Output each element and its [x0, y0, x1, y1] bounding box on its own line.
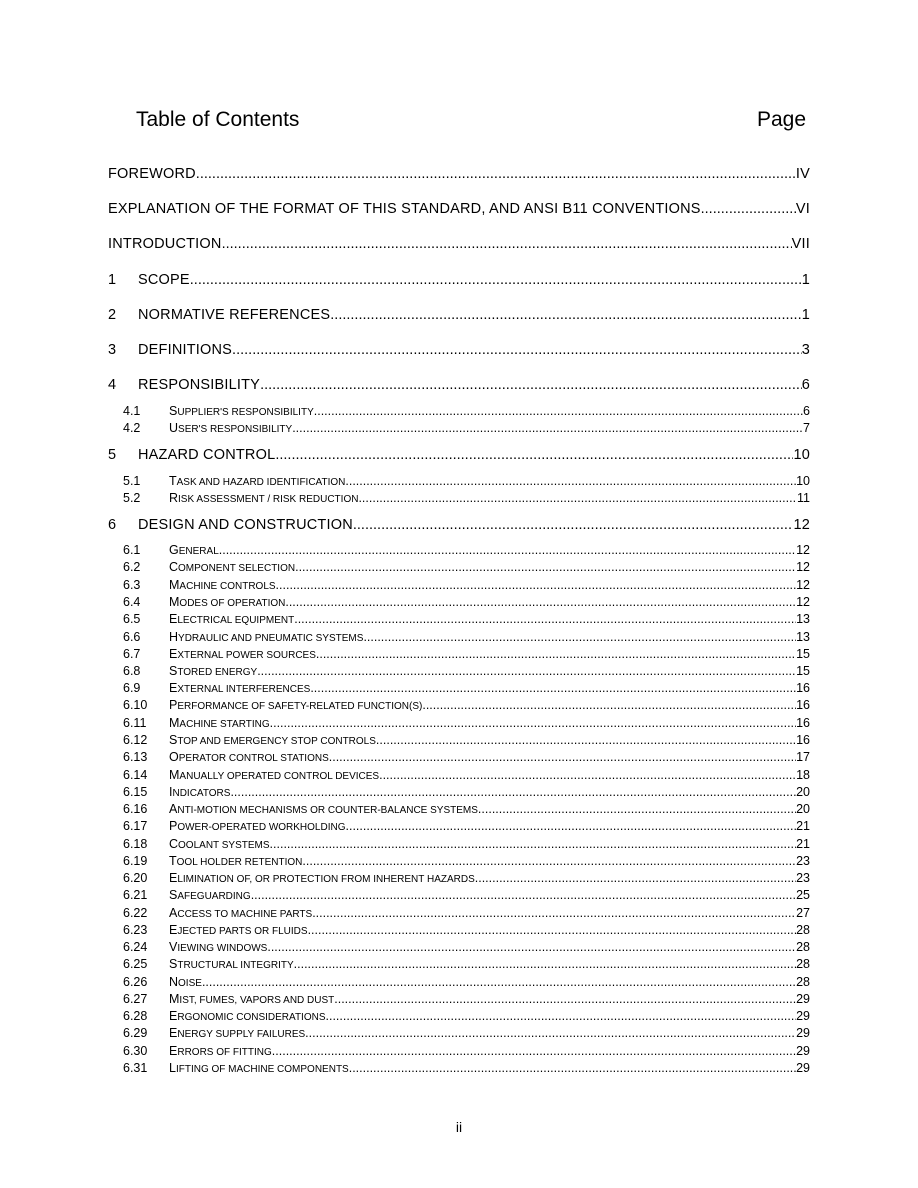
section-title	[169, 785, 230, 799]
toc-subentry[interactable]	[108, 404, 810, 418]
section-number: 6.16	[123, 802, 148, 816]
page-column-label: Page	[756, 108, 806, 131]
dot-leader	[329, 750, 796, 764]
page-ref: VII	[791, 236, 810, 252]
section-number: 2	[108, 307, 117, 323]
dot-leader	[267, 940, 796, 954]
toc-subentry[interactable]	[108, 1061, 810, 1075]
section-title-initial: U	[169, 421, 179, 435]
section-title-rest: IEWING WINDOWS	[177, 943, 268, 954]
toc-subentry[interactable]	[108, 802, 810, 816]
section-title-initial: T	[169, 474, 177, 488]
page-ref: 29	[796, 992, 810, 1006]
page-ref: 11	[797, 491, 810, 505]
section-number: 6.5	[123, 612, 141, 626]
section-title-initial: M	[169, 768, 180, 782]
section-number: 6.6	[123, 630, 141, 644]
toc-subentry[interactable]	[108, 871, 810, 885]
section-title	[169, 647, 316, 661]
page-ref: 15	[796, 664, 810, 678]
toc-subentry[interactable]	[108, 612, 810, 626]
section-title	[169, 1044, 272, 1058]
page-ref: 17	[796, 750, 810, 764]
dot-leader	[272, 1044, 796, 1058]
page-ref: 7	[803, 421, 810, 435]
section-title	[169, 698, 422, 712]
section-number: 6.19	[123, 854, 148, 868]
toc-subentry[interactable]	[108, 716, 810, 730]
page-ref: 1	[801, 307, 810, 323]
section-number: 3	[108, 342, 117, 358]
page-ref: 10	[796, 474, 810, 488]
section-title	[169, 1026, 305, 1040]
section-title: SCOPE	[138, 272, 190, 288]
section-title-rest: NTI-MOTION MECHANISMS OR COUNTER-BALANCE SYSTEMS	[177, 805, 478, 816]
dot-leader	[475, 871, 796, 885]
page-ref: 29	[796, 1061, 810, 1075]
dot-leader	[260, 377, 802, 393]
section-title-initial: M	[169, 992, 180, 1006]
dot-leader	[196, 166, 796, 182]
section-title-rest: UPPLIER'S RESPONSIBILITY	[177, 407, 314, 418]
dot-leader	[478, 802, 796, 816]
dot-leader	[230, 785, 796, 799]
section-title-rest: OOL HOLDER RETENTION	[176, 857, 303, 868]
section-title	[169, 837, 270, 851]
toc-entry[interactable]	[108, 447, 810, 463]
dot-leader	[285, 595, 796, 609]
section-number: 6.18	[123, 837, 148, 851]
section-title-initial: P	[169, 819, 178, 833]
section-number: 4	[108, 377, 117, 393]
section-title-rest: OISE	[178, 978, 202, 989]
page-ref: 29	[796, 1009, 810, 1023]
section-number: 6.11	[123, 716, 147, 730]
dot-leader	[379, 768, 796, 782]
page-ref: 16	[796, 681, 810, 695]
section-title-rest: JECTED PARTS OR FLUIDS	[177, 926, 308, 937]
section-title-rest: RRORS OF FITTING	[177, 1047, 272, 1058]
page-ref: VI	[795, 201, 810, 217]
page-ref: 25	[796, 888, 810, 902]
dot-leader	[275, 447, 793, 463]
section-number: 6.30	[123, 1044, 148, 1058]
page-ref: 23	[796, 854, 810, 868]
section-title-initial: T	[169, 854, 177, 868]
toc-entry[interactable]	[108, 342, 810, 358]
section-number: 6.23	[123, 923, 148, 937]
section-title-rest: ERFORMANCE OF SAFETY-RELATED FUNCTION(S)	[177, 701, 423, 712]
section-number: 6.25	[123, 957, 148, 971]
section-title-initial: M	[169, 578, 180, 592]
toc-subentry[interactable]	[108, 837, 810, 851]
section-title	[169, 681, 310, 695]
dot-leader	[330, 307, 801, 323]
section-title-initial: M	[169, 595, 180, 609]
section-title	[169, 1009, 326, 1023]
section-title-rest: SER'S RESPONSIBILITY	[178, 424, 293, 435]
dot-leader	[202, 975, 796, 989]
page-ref: 21	[796, 819, 810, 833]
section-number: 4.1	[123, 404, 141, 418]
section-title-rest: PERATOR CONTROL STATIONS	[178, 753, 329, 764]
section-title	[169, 595, 285, 609]
section-title-initial: S	[169, 888, 178, 902]
section-title-initial: E	[169, 1026, 178, 1040]
dot-leader	[292, 421, 803, 435]
section-number: 6.4	[123, 595, 141, 609]
dot-leader	[232, 342, 802, 358]
dot-leader	[312, 906, 796, 920]
dot-leader	[376, 733, 796, 747]
page-ref: 12	[796, 595, 810, 609]
section-title: DEFINITIONS	[138, 342, 233, 358]
page-ref: 23	[796, 871, 810, 885]
section-title-rest: YDRAULIC AND PNEUMATIC SYSTEMS	[178, 633, 364, 644]
section-title-initial: O	[169, 750, 179, 764]
section-title	[169, 1061, 349, 1075]
section-title-initial: C	[169, 837, 179, 851]
section-number: 6.22	[123, 906, 148, 920]
toc-subentry[interactable]	[108, 733, 810, 747]
section-title	[169, 940, 267, 954]
section-title-rest: IFTING OF MACHINE COMPONENTS	[175, 1064, 349, 1075]
section-title-rest: ANUALLY OPERATED CONTROL DEVICES	[179, 771, 380, 782]
toc-header	[136, 108, 806, 134]
section-title-rest: OWER-OPERATED WORKHOLDING	[177, 822, 346, 833]
section-title	[169, 975, 202, 989]
section-title-rest: LIMINATION OF, OR PROTECTION FROM INHERENT HAZARDS	[177, 874, 475, 885]
toc-subentry[interactable]	[108, 491, 810, 505]
page-ref: 12	[793, 517, 810, 533]
section-title	[169, 802, 478, 816]
dot-leader	[305, 1026, 796, 1040]
section-number: 6.3	[123, 578, 141, 592]
section-title-rest: TRUCTURAL INTEGRITY	[177, 960, 294, 971]
dot-leader	[294, 957, 796, 971]
section-number: 6.13	[123, 750, 148, 764]
section-title	[169, 871, 475, 885]
section-title-rest: XTERNAL POWER SOURCES	[177, 650, 316, 661]
page-ref: 13	[796, 612, 810, 626]
page-ref: 12	[796, 543, 810, 557]
toc-subentry[interactable]	[108, 888, 810, 902]
page-ref: 28	[796, 923, 810, 937]
dot-leader	[302, 854, 796, 868]
section-title	[169, 664, 257, 678]
section-title-initial: S	[169, 733, 178, 747]
page-ref: 28	[796, 957, 810, 971]
toc-subentry[interactable]	[108, 578, 810, 592]
section-title-rest: RGONOMIC CONSIDERATIONS	[177, 1012, 326, 1023]
page-ref: 12	[796, 560, 810, 574]
section-title-rest: XTERNAL INTERFERENCES	[177, 684, 311, 695]
section-title-rest: NDICATORS	[172, 788, 231, 799]
section-title	[169, 906, 312, 920]
section-title-rest: AFEGUARDING	[177, 891, 251, 902]
toc-entry[interactable]	[108, 377, 810, 393]
dot-leader	[270, 837, 797, 851]
toc-subentry[interactable]	[108, 630, 810, 644]
section-title-rest: IST, FUMES, VAPORS AND DUST	[179, 995, 335, 1006]
toc-subentry[interactable]	[108, 647, 810, 661]
section-title-rest: TORED ENERGY	[177, 667, 258, 678]
toc-subentry[interactable]	[108, 750, 810, 764]
section-title-initial: E	[169, 1044, 178, 1058]
toc-entry[interactable]	[108, 272, 810, 288]
dot-leader	[251, 888, 796, 902]
section-title	[169, 733, 376, 747]
page-ref: 27	[796, 906, 810, 920]
page-ref: 1	[801, 272, 810, 288]
toc-subentry[interactable]	[108, 1009, 810, 1023]
section-title	[169, 923, 308, 937]
section-title-initial: E	[169, 612, 178, 626]
section-title	[169, 491, 358, 505]
toc-subentry[interactable]	[108, 957, 810, 971]
page-ref: 16	[796, 733, 810, 747]
toc-subentry[interactable]	[108, 992, 810, 1006]
page-ref: 29	[796, 1044, 810, 1058]
toc-subentry[interactable]	[108, 543, 810, 557]
dot-leader	[349, 1061, 796, 1075]
toc-subentry[interactable]	[108, 975, 810, 989]
section-title	[169, 716, 270, 730]
section-number: 5	[108, 447, 117, 463]
section-title-initial: E	[169, 647, 178, 661]
page-ref: 3	[801, 342, 810, 358]
section-title-initial: H	[169, 630, 179, 644]
dot-leader	[346, 819, 797, 833]
dot-leader	[422, 698, 796, 712]
toc-subentry[interactable]	[108, 940, 810, 954]
page-ref: 28	[796, 975, 810, 989]
page-ref: 12	[796, 578, 810, 592]
section-title-initial: E	[169, 871, 178, 885]
dot-leader	[276, 578, 797, 592]
section-title-initial: S	[169, 664, 178, 678]
section-title: INTRODUCTION	[108, 236, 222, 252]
toc-entry[interactable]	[108, 201, 810, 217]
section-title: FOREWORD	[108, 166, 196, 182]
section-number: 5.2	[123, 491, 141, 505]
dot-leader	[701, 201, 796, 217]
section-title	[169, 957, 294, 971]
section-title	[169, 854, 302, 868]
section-number: 6.2	[123, 560, 141, 574]
page-ref: 28	[796, 940, 810, 954]
page-ref: 18	[796, 768, 810, 782]
dot-leader	[310, 681, 796, 695]
dot-leader	[363, 630, 796, 644]
page-ref: 16	[796, 716, 810, 730]
toc-entry[interactable]	[108, 236, 810, 252]
section-title-initial: E	[169, 923, 178, 937]
toc-subentry[interactable]	[108, 595, 810, 609]
page-ref: 20	[796, 785, 810, 799]
toc-subentry[interactable]	[108, 819, 810, 833]
page-ref: 6	[803, 404, 810, 418]
section-title-rest: ACHINE CONTROLS	[179, 581, 276, 592]
section-title-rest: ODES OF OPERATION	[179, 598, 286, 609]
section-title-rest: OMPONENT SELECTION	[178, 563, 296, 574]
section-title	[169, 612, 294, 626]
section-number: 6.12	[123, 733, 148, 747]
section-title-initial: S	[169, 404, 178, 418]
section-number: 6.15	[123, 785, 148, 799]
section-title	[169, 474, 345, 488]
toc-subentry[interactable]	[108, 1044, 810, 1058]
section-number: 6	[108, 517, 117, 533]
toc-subentry[interactable]	[108, 768, 810, 782]
toc-entry[interactable]	[108, 166, 810, 182]
section-number: 6.14	[123, 768, 148, 782]
section-title: NORMATIVE REFERENCES	[138, 307, 331, 323]
section-title-rest: ACHINE STARTING	[179, 719, 270, 730]
section-number: 6.8	[123, 664, 141, 678]
page-ref: 15	[796, 647, 810, 661]
section-title-initial: V	[169, 940, 178, 954]
page-number: ii	[455, 1119, 463, 1135]
section-title-initial: E	[169, 1009, 178, 1023]
section-number: 6.24	[123, 940, 148, 954]
section-title	[169, 819, 346, 833]
dot-leader	[270, 716, 796, 730]
dot-leader	[334, 992, 796, 1006]
toc-subentry[interactable]	[108, 474, 810, 488]
section-title-initial: C	[169, 560, 179, 574]
section-number: 6.26	[123, 975, 148, 989]
section-title	[169, 560, 295, 574]
section-title-rest: TOP AND EMERGENCY STOP CONTROLS	[177, 736, 376, 747]
section-title	[169, 421, 292, 435]
dot-leader	[294, 612, 796, 626]
section-title-rest: OOLANT SYSTEMS	[178, 840, 270, 851]
page-title: Table of Contents	[136, 108, 300, 131]
dot-leader	[326, 1009, 797, 1023]
dot-leader	[219, 543, 796, 557]
section-title	[169, 750, 329, 764]
section-title: RESPONSIBILITY	[138, 377, 261, 393]
section-number: 6.31	[123, 1061, 148, 1075]
section-number: 6.7	[123, 647, 141, 661]
toc-entry[interactable]	[108, 307, 810, 323]
toc-subentry[interactable]	[108, 785, 810, 799]
page-ref: IV	[795, 166, 810, 182]
section-title-rest: NERGY SUPPLY FAILURES	[177, 1029, 306, 1040]
section-title-initial: M	[169, 716, 180, 730]
dot-leader	[353, 517, 794, 533]
section-title: HAZARD CONTROL	[138, 447, 276, 463]
page-ref: 13	[796, 630, 810, 644]
section-title-initial: A	[169, 802, 178, 816]
dot-leader	[316, 647, 796, 661]
section-title: EXPLANATION OF THE FORMAT OF THIS STANDARD, AND ANSI B11 CONVENTIONS	[108, 201, 701, 217]
section-title-initial: R	[169, 491, 179, 505]
toc-subentry[interactable]	[108, 923, 810, 937]
section-title	[169, 992, 334, 1006]
page-ref: 6	[801, 377, 810, 393]
section-title	[169, 543, 219, 557]
section-title-initial: S	[169, 957, 178, 971]
section-number: 5.1	[123, 474, 141, 488]
section-title-initial: P	[169, 698, 178, 712]
section-number: 6.28	[123, 1009, 148, 1023]
section-title: DESIGN AND CONSTRUCTION	[138, 517, 353, 533]
section-title-rest: ISK ASSESSMENT / RISK REDUCTION	[178, 494, 359, 505]
dot-leader	[190, 272, 802, 288]
toc-subentry[interactable]	[108, 560, 810, 574]
section-title-rest: CCESS TO MACHINE PARTS	[177, 909, 313, 920]
section-title-initial: E	[169, 681, 178, 695]
section-number: 6.17	[123, 819, 148, 833]
section-number: 4.2	[123, 421, 141, 435]
section-number: 6.27	[123, 992, 148, 1006]
section-title-initial: I	[169, 785, 173, 799]
section-title-initial: L	[169, 1061, 176, 1075]
section-title-initial: N	[169, 975, 179, 989]
toc-subentry[interactable]	[108, 664, 810, 678]
toc-subentry[interactable]	[108, 854, 810, 868]
section-title	[169, 578, 276, 592]
dot-leader	[345, 474, 796, 488]
page-ref: 10	[793, 447, 810, 463]
toc-subentry[interactable]	[108, 681, 810, 695]
section-number: 6.10	[123, 698, 148, 712]
section-title	[169, 630, 363, 644]
section-title-rest: ASK AND HAZARD IDENTIFICATION	[176, 477, 346, 488]
toc-subentry[interactable]	[108, 698, 810, 712]
dot-leader	[308, 923, 797, 937]
section-number: 1	[108, 272, 117, 288]
section-number: 6.1	[123, 543, 141, 557]
toc-subentry[interactable]	[108, 1026, 810, 1040]
section-title-initial: G	[169, 543, 179, 557]
section-title	[169, 888, 251, 902]
dot-leader	[314, 404, 803, 418]
dot-leader	[295, 560, 796, 574]
section-title	[169, 404, 314, 418]
section-number: 6.21	[123, 888, 148, 902]
section-number: 6.9	[123, 681, 141, 695]
page-ref: 21	[796, 837, 810, 851]
page-ref: 16	[796, 698, 810, 712]
section-title-rest: LECTRICAL EQUIPMENT	[177, 615, 295, 626]
dot-leader	[222, 236, 792, 252]
section-number: 6.20	[123, 871, 148, 885]
toc-subentry[interactable]	[108, 906, 810, 920]
dot-leader	[257, 664, 796, 678]
page-ref: 20	[796, 802, 810, 816]
section-title-rest: ENERAL	[178, 546, 219, 557]
page-ref: 29	[796, 1026, 810, 1040]
section-number: 6.29	[123, 1026, 148, 1040]
section-title-initial: A	[169, 906, 178, 920]
toc-entry[interactable]	[108, 517, 810, 533]
toc-subentry[interactable]	[108, 421, 810, 435]
dot-leader	[358, 491, 797, 505]
section-title	[169, 768, 379, 782]
